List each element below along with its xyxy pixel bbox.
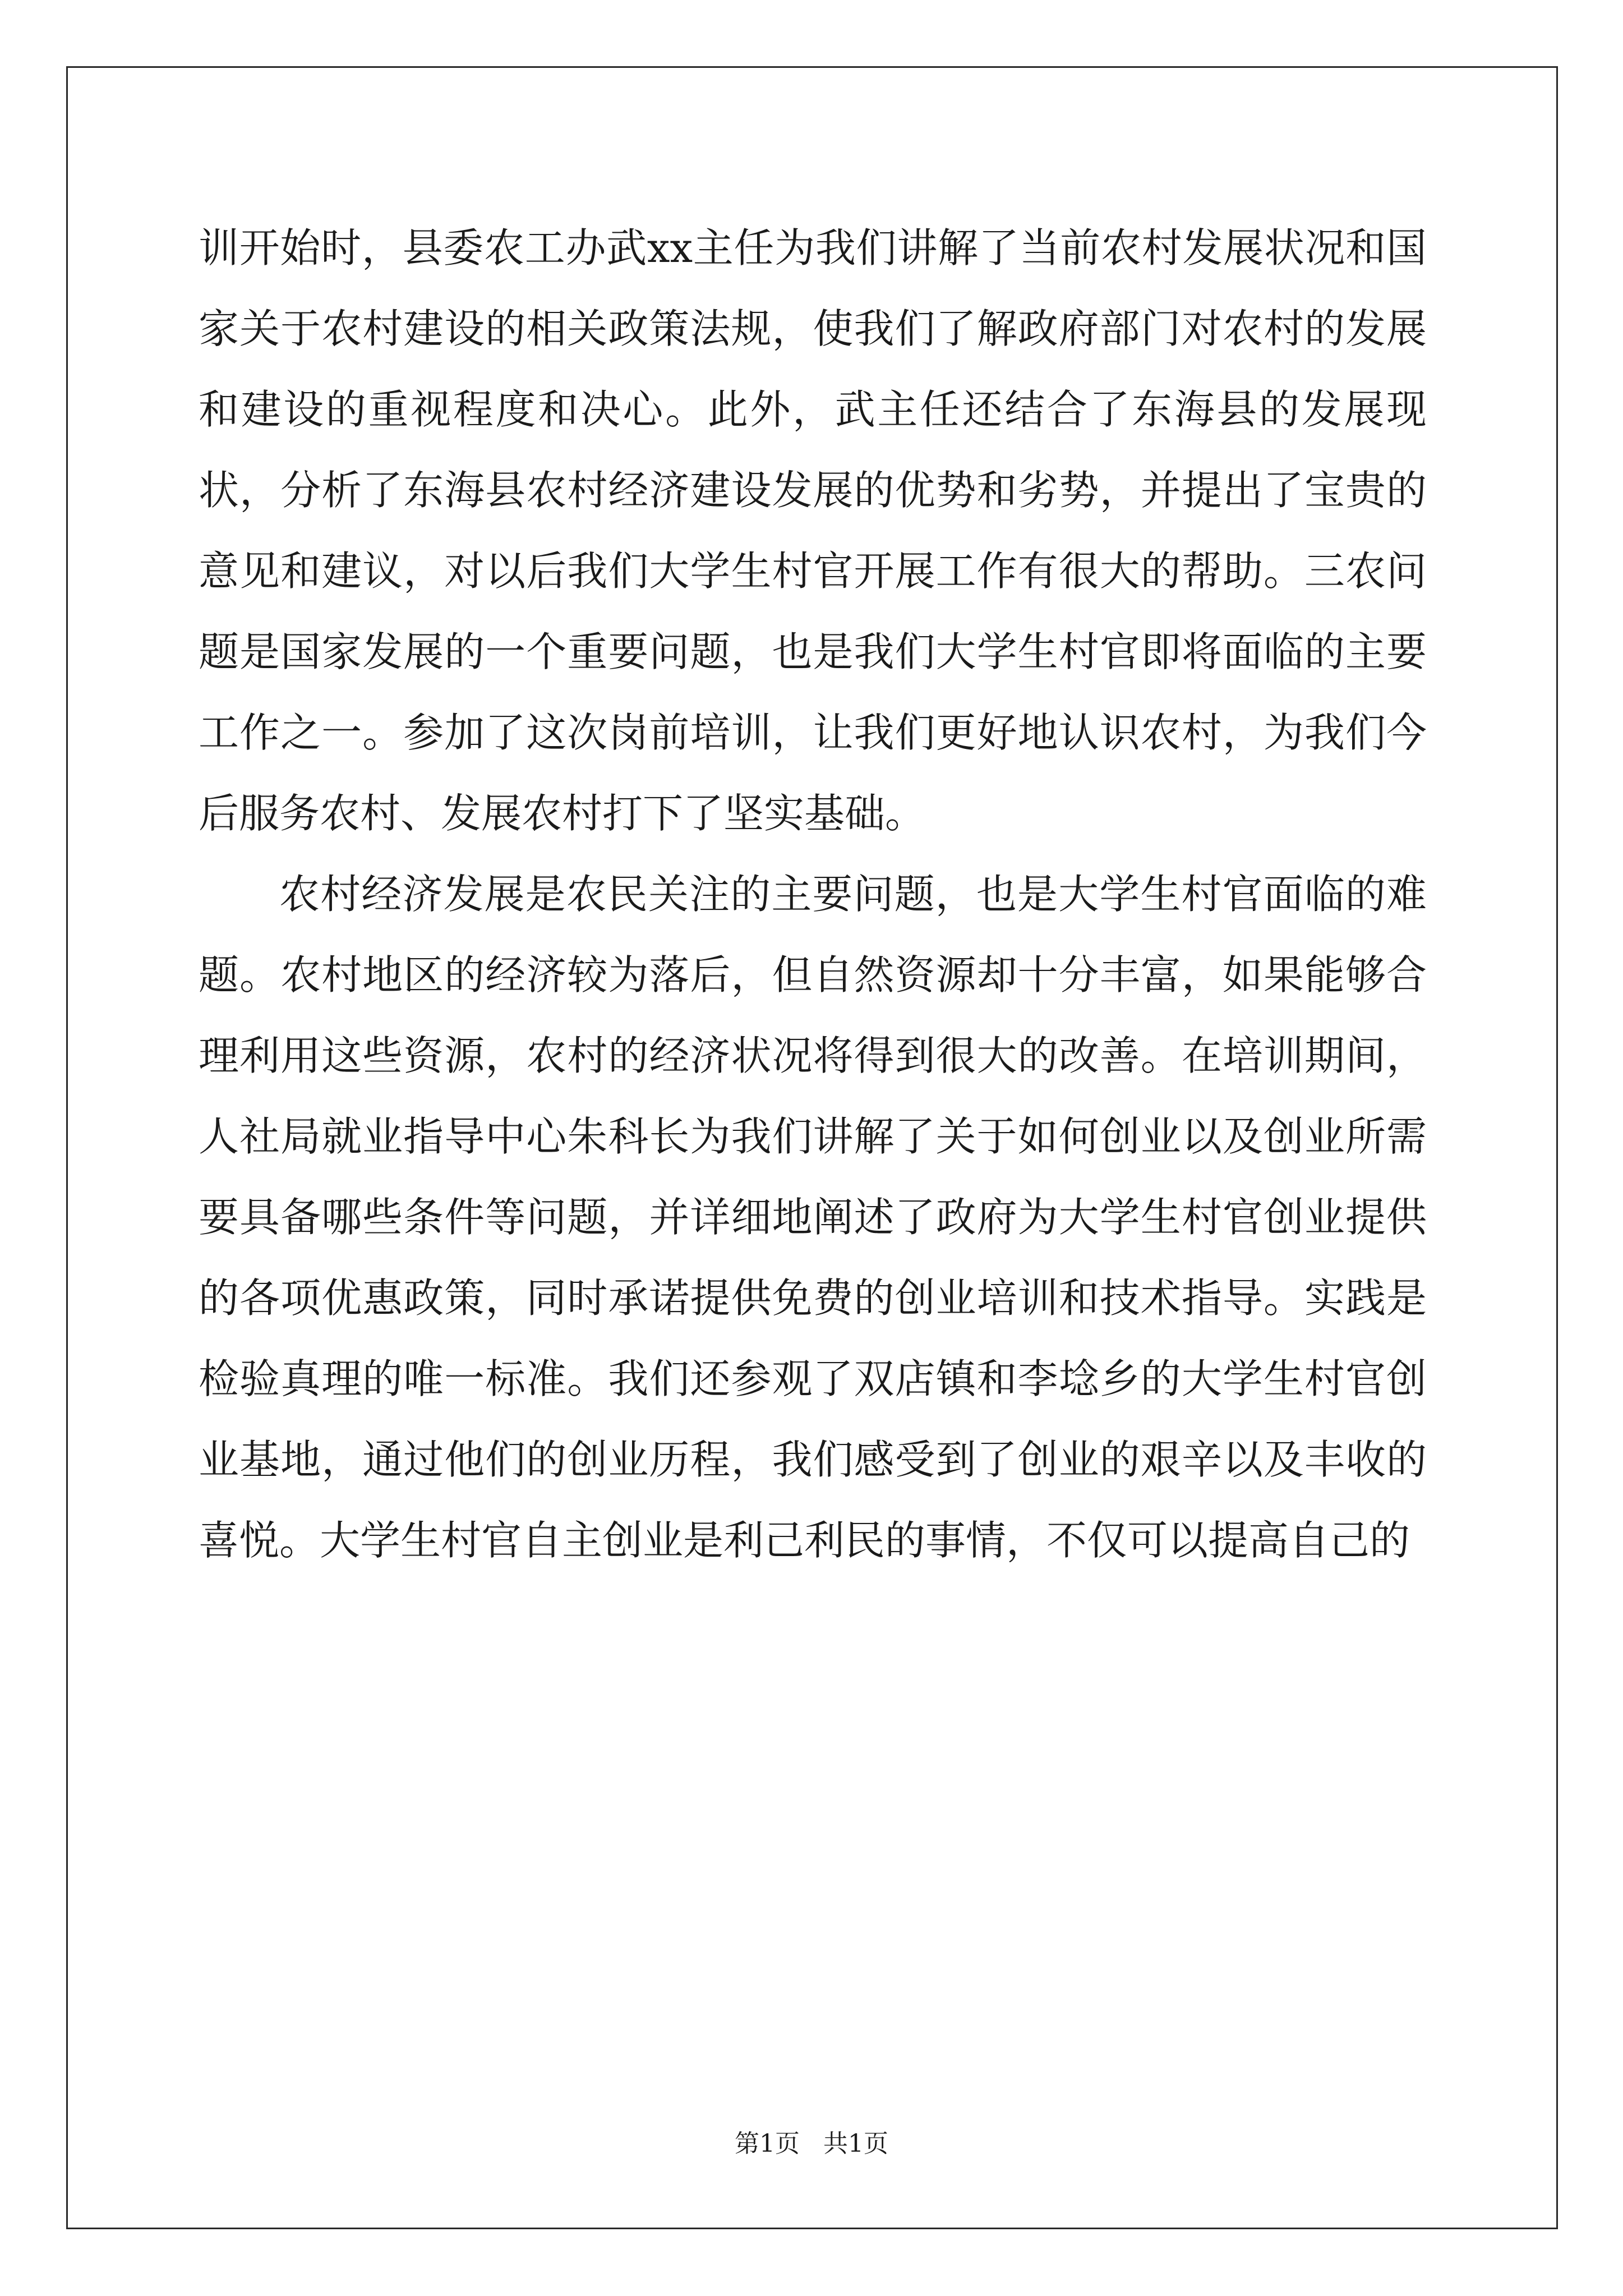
paragraph-2: 农村经济发展是农民关注的主要问题，也是大学生村官面临的难题。农村地区的经济较为落后，但自然资源却十分丰富，如果能够合理利用这些资源，农村的经济状况将得到很大的改善。在培训期间，人社局就业指导中心朱科长为我们讲解了关于如何创业以及创业所需要具备哪些条件等问题，并详细地阐述了政府为大学生村官创业提供的各项优惠政策，同时承诺提供免费的创业培训和技术指导。实践是检验真理的唯一标准。我们还参观了双店镇和李埝乡的大学生村官创业基地，通过他们的创业历程，我们感受到了创业的艰辛以及丰收的喜悦。大学生村官自主创业是利己利民的事情，不仅可以提高自己的 [199,871,1427,1564]
document-body [199,208,1427,1581]
page-footer: 第1页 共1页 [735,2129,888,2158]
paragraph-1: 训开始时，县委农工办武xx主任为我们讲解了当前农村发展状况和国家关于农村建设的相关政策法规，使我们了解政府部门对农村的发展和建设的重视程度和决心。此外，武主任还结合了东海县的发展现状，分析了东海县农村经济建设发展的优势和劣势，并提出了宝贵的意见和建议，对以后我们大学生村官开展工作有很大的帮助。三农问题是国家发展的一个重要问题，也是我们大学生村官即将面临的主要工作之一。参加了这次岗前培训，让我们更好地认识农村，为我们今后服务农村、发展农村打下了坚实基础。 [199,224,1427,837]
